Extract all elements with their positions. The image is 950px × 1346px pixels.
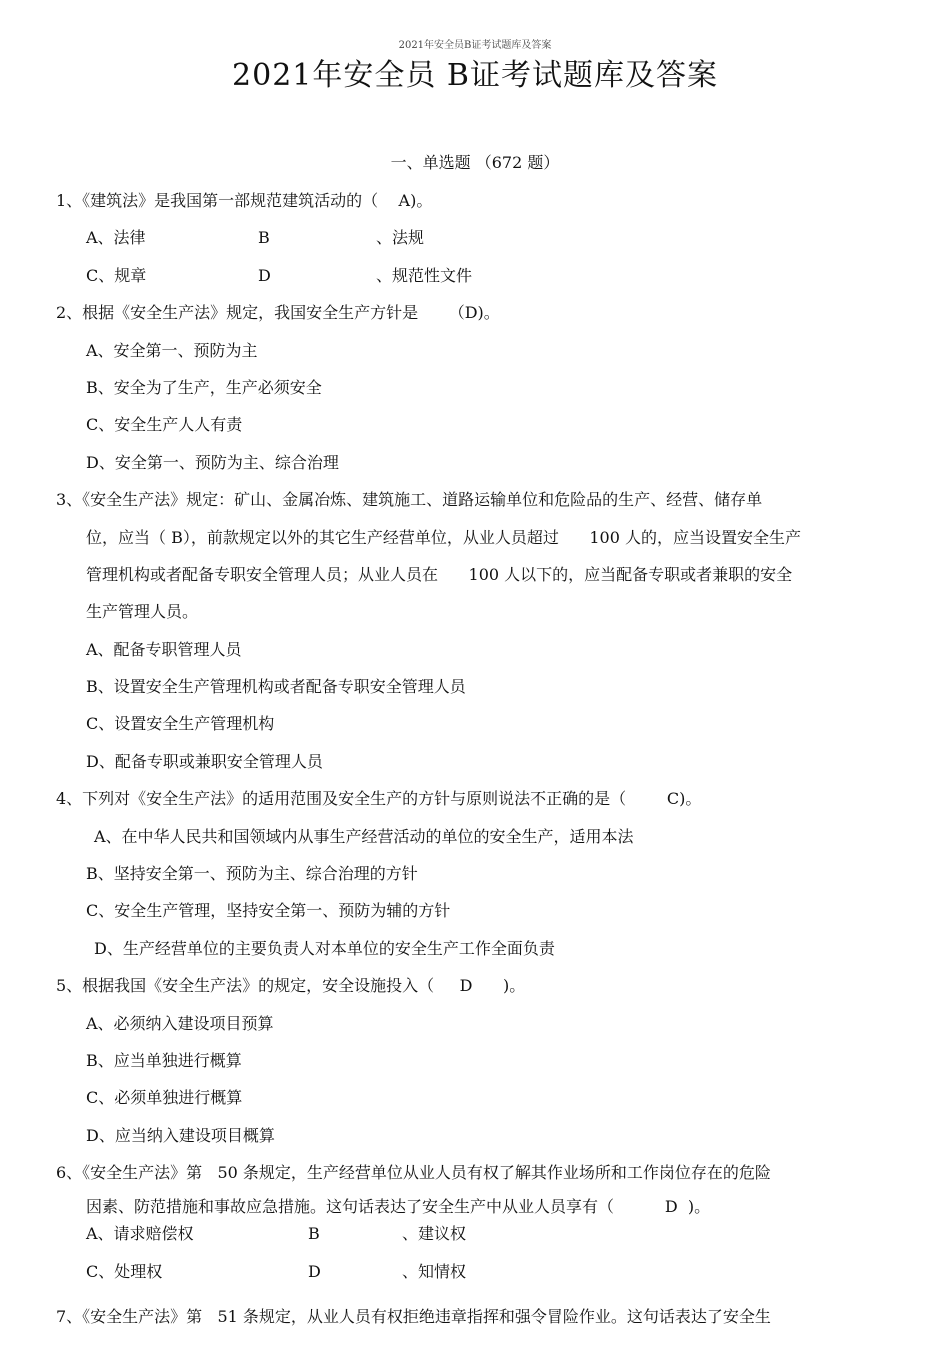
- option-b-label: B: [258, 228, 270, 248]
- question-4-stem: 4、下列对《安全生产法》的适用范围及安全生产的方针与原则说法不正确的是（ C)。: [56, 789, 702, 809]
- option-d-text: 、知情权: [402, 1261, 467, 1281]
- section-heading: 一、单选题 （672 题）: [390, 153, 560, 172]
- question-1-stem: 1、《建筑法》是我国第一部规范建筑活动的（ A)。: [56, 191, 433, 210]
- question-2-option-a: A、安全第一、预防为主: [86, 340, 258, 360]
- question-6-stem-line-2: 因素、防范措施和事故应急措施。这句话表达了安全生产中从业人员享有（ D )。: [86, 1196, 711, 1216]
- question-5-option-c: C、必须单独进行概算: [86, 1088, 243, 1108]
- question-5-stem: 5、根据我国《安全生产法》的规定，安全设施投入（ D )。: [56, 976, 526, 996]
- option-b-label: B: [308, 1223, 320, 1243]
- question-3-stem-line-2: 位，应当（ B），前款规定以外的其它生产经营单位，从业人员超过 100 人的，应当设置安全生产: [86, 527, 801, 547]
- option-a: A、法律: [86, 228, 146, 248]
- question-2-option-d: D、安全第一、预防为主、综合治理: [86, 452, 339, 472]
- question-4-option-b: B、坚持安全第一、预防为主、综合治理的方针: [86, 864, 418, 884]
- question-list: [56, 182, 896, 1335]
- question-6-stem-line-1: 6、《安全生产法》第 50 条规定，生产经营单位从业人员有权了解其作业场所和工作岗位存在的危险: [56, 1163, 771, 1183]
- question-3-option-a: A、配备专职管理人员: [86, 639, 242, 659]
- question-5-option-d: D、应当纳入建设项目概算: [86, 1125, 275, 1145]
- question-3-stem-line-4: 生产管理人员。: [86, 602, 199, 622]
- option-a: A、请求赔偿权: [86, 1223, 194, 1243]
- question-2-option-b: B、安全为了生产，生产必须安全: [86, 377, 322, 397]
- option-d-text: 、规范性文件: [376, 265, 473, 285]
- running-header: 2021年安全员B证考试题库及答案: [398, 40, 552, 51]
- question-2-option-c: C、安全生产人人有责: [86, 415, 243, 435]
- question-4-option-a: A、在中华人民共和国领域内从事生产经营活动的单位的安全生产，适用本法: [94, 826, 634, 846]
- document-title: 2021年安全员 B证考试题库及答案: [232, 58, 718, 93]
- question-5-option-b: B、应当单独进行概算: [86, 1050, 242, 1070]
- question-3-option-d: D、配备专职或兼职安全管理人员: [86, 751, 323, 771]
- option-b-text: 、法规: [376, 228, 425, 248]
- option-c: C、处理权: [86, 1261, 163, 1281]
- option-d-label: D: [258, 265, 271, 285]
- question-1-options-cd: [56, 257, 896, 294]
- question-3-option-b: B、设置安全生产管理机构或者配备专职安全管理人员: [86, 677, 466, 697]
- question-3-stem-line-1: 3、《安全生产法》规定：矿山、金属冶炼、建筑施工、道路运输单位和危险品的生产、经营、储存单: [56, 490, 763, 510]
- question-1-options-ab: [56, 219, 896, 256]
- option-b-text: 、建议权: [402, 1223, 467, 1243]
- question-2-stem: 2、根据《安全生产法》规定，我国安全生产方针是 （D)。: [56, 303, 500, 323]
- question-4-option-c: C、安全生产管理，坚持安全第一、预防为辅的方针: [86, 901, 451, 921]
- question-5-option-a: A、必须纳入建设项目预算: [86, 1013, 274, 1033]
- option-c: C、规章: [86, 265, 147, 285]
- question-4-option-d: D、生产经营单位的主要负责人对本单位的安全生产工作全面负责: [94, 938, 555, 958]
- question-6-options-ab: [56, 1222, 896, 1246]
- question-3-stem-line-3: 管理机构或者配备专职安全管理人员；从业人员在 100 人以下的，应当配备专职或者兼职的安全: [86, 564, 793, 584]
- question-3-option-c: C、设置安全生产管理机构: [86, 714, 275, 734]
- option-d-label: D: [308, 1261, 321, 1281]
- question-6-options-cd: [56, 1246, 896, 1298]
- question-7-stem: 7、《安全生产法》第 51 条规定，从业人员有权拒绝违章指挥和强令冒险作业。这句话表达了安全生: [56, 1306, 771, 1326]
